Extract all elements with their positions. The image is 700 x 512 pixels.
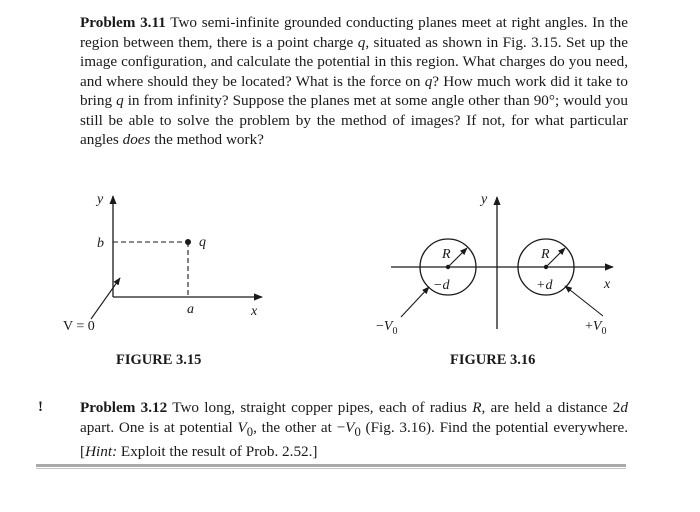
- fig316-label-plus-d: +d: [536, 278, 553, 293]
- fig315-v0-pointer: [91, 278, 120, 319]
- fig315-label-q: q: [199, 235, 206, 250]
- separator-rule-thin: [36, 468, 626, 469]
- figure-3-15-caption: FIGURE 3.15: [116, 352, 202, 368]
- fig316-label-minus-v0: $-V_0$: [376, 319, 398, 337]
- fig315-label-y: y: [97, 192, 104, 207]
- fig316-label-R-left: R: [442, 247, 451, 262]
- fig316-label-minus-d: −d: [433, 278, 450, 293]
- fig316-left-pointer: [401, 287, 429, 317]
- fig315-label-b: b: [97, 236, 104, 251]
- fig316-label-y: y: [481, 192, 488, 207]
- fig316-left-radius: [448, 248, 467, 267]
- fig316-label-x: x: [604, 277, 611, 292]
- problem-3-12-text: Problem 3.12 Two long, straight copper pipes, each of radius R, are held a distance 2d apart. One is at potential $V_0$, the other at $-V_0$ (Fig. 3.16). Find the potential everywhere. [Hint: Exploit the result of Prob. 2.52.]: [80, 399, 628, 461]
- fig316-label-plus-v0: $+V_0$: [585, 319, 607, 337]
- separator-rule-thick: [36, 464, 626, 467]
- fig316-label-R-right: R: [541, 247, 550, 262]
- fig316-right-pointer: [565, 286, 603, 316]
- problem-3-11-text: Problem 3.11 Two semi-infinite grounded conducting planes meet at right angles. In the region between them, there is a point charge q, situated as shown in Fig. 3.15. Set up the image configuration, and calculate the potential in this region. What charges do you need, and where should they be located? What is the force on q? How much work did it take to bring q in from infinity? Suppose the planes met at some angle other than 90°; would you still be able to solve the problem by the method of images? If not, for what particular angles does the method work?: [80, 14, 629, 148]
- figure-3-15: [63, 192, 262, 334]
- problem-3-11-heading: Problem 3.11: [80, 14, 166, 31]
- fig315-label-v0: V = 0: [63, 319, 95, 334]
- problem-3-12-heading: Problem 3.12: [80, 399, 168, 416]
- figure-3-16-caption: FIGURE 3.16: [450, 352, 536, 368]
- difficulty-marker: !: [38, 399, 43, 415]
- fig315-label-x: x: [251, 304, 258, 319]
- fig315-charge-dot: [185, 239, 191, 245]
- fig315-label-a: a: [187, 302, 194, 317]
- figure-3-16: [376, 192, 613, 337]
